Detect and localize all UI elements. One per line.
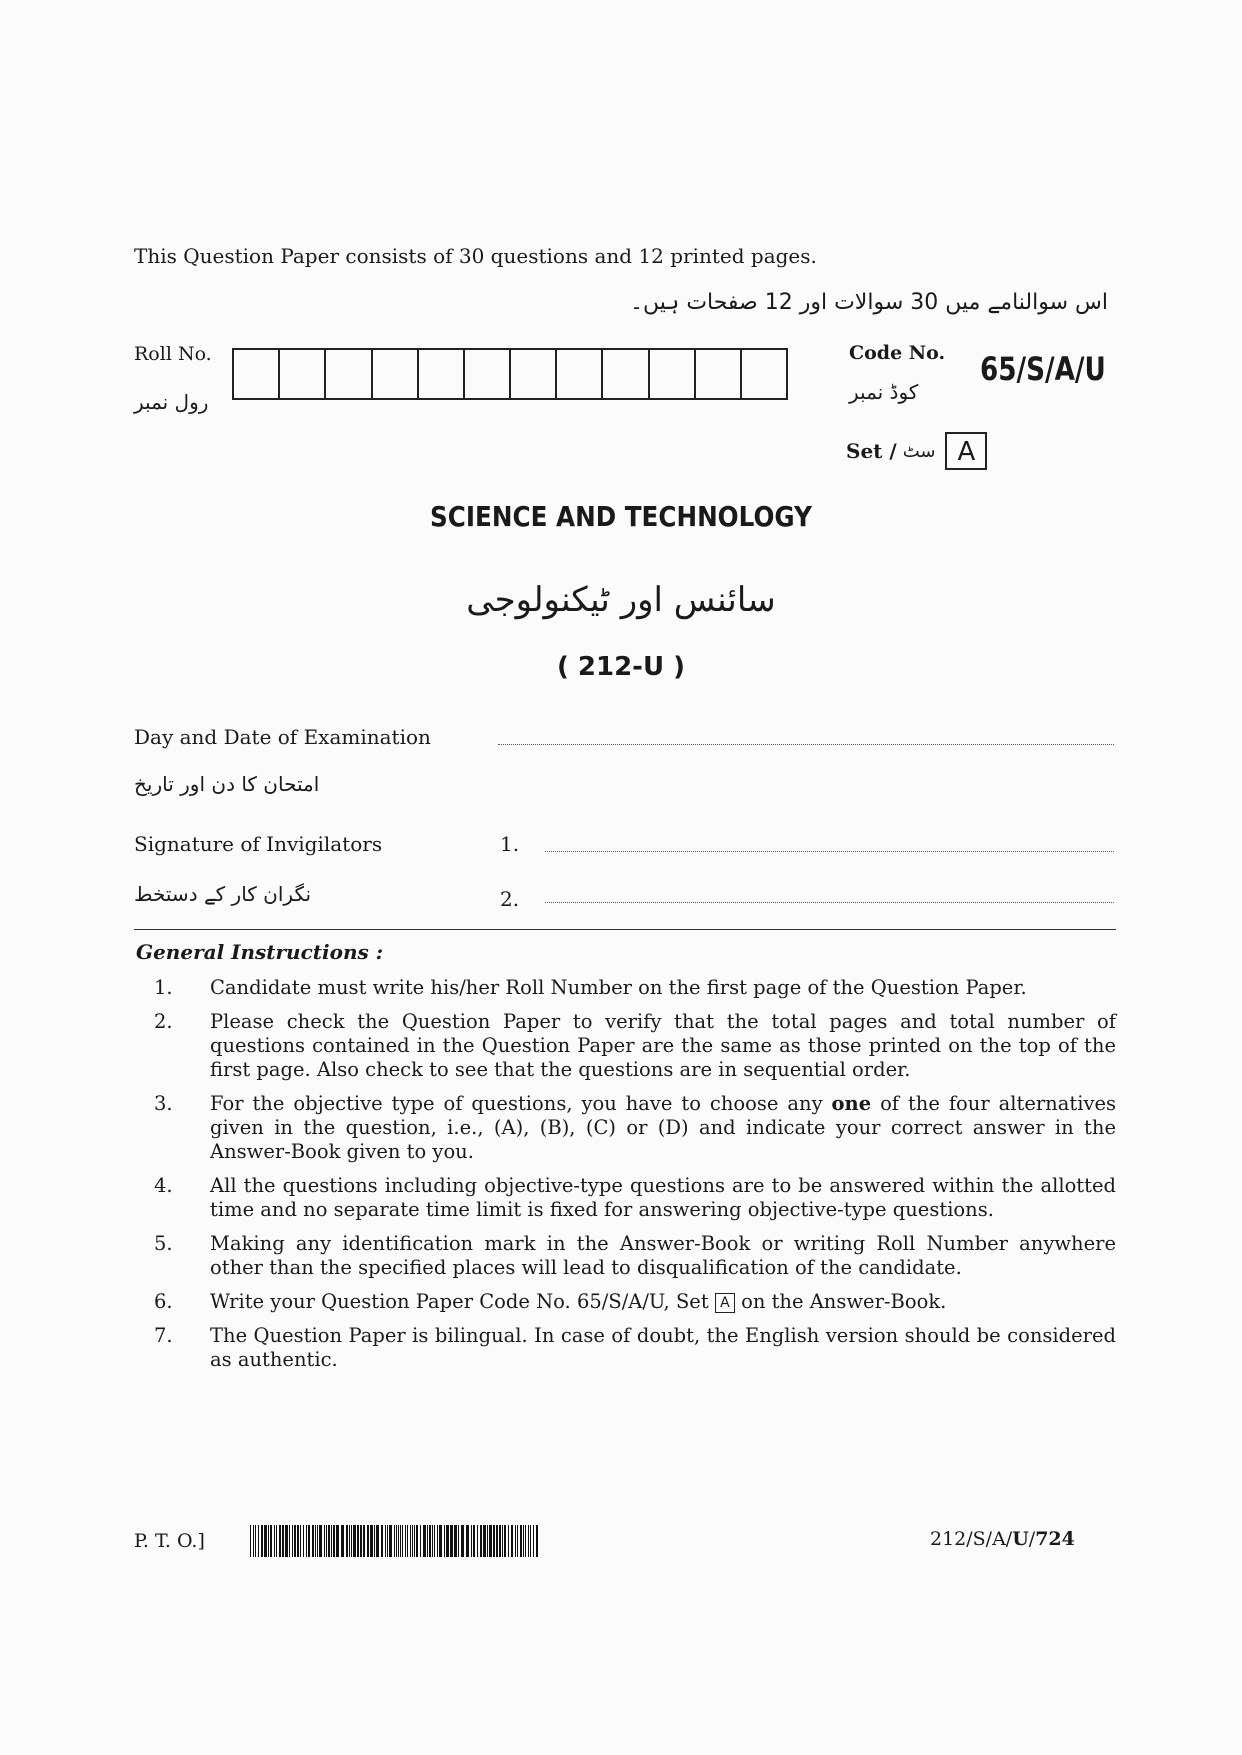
roll-number-box[interactable] [650, 350, 696, 398]
instruction-item [134, 976, 1116, 1000]
pto-label: P. T. O.] [134, 1530, 205, 1552]
set-label: Set / [846, 439, 897, 463]
signature-line-2[interactable] [545, 902, 1114, 903]
section-divider [134, 929, 1116, 930]
exam-date-label-urdu: امتحان کا دن اور تاریخ [134, 772, 320, 796]
roll-number-box[interactable] [280, 350, 326, 398]
instruction-number: 6. [154, 1290, 173, 1313]
code-number-value: 65/S/A/U [980, 350, 1106, 388]
code-number-label: Code No. [849, 342, 946, 364]
instruction-item [134, 1174, 1116, 1222]
set-inline-box: A [715, 1293, 735, 1313]
instruction-item [134, 1010, 1116, 1082]
roll-number-boxes[interactable] [232, 348, 788, 400]
signature-label: Signature of Invigilators [134, 832, 383, 856]
instruction-number: 2. [154, 1010, 173, 1033]
instruction-item [134, 1324, 1116, 1372]
subject-code: ( 212-U ) [556, 652, 686, 682]
code-number-label-urdu: کوڈ نمبر [849, 380, 919, 404]
instruction-number: 3. [154, 1092, 173, 1115]
exam-date-label: Day and Date of Examination [134, 725, 431, 749]
instruction-text [210, 1092, 1116, 1164]
instruction-text-part: of the four alternatives given in the question, i.e., (A), (B), (C) or (D) and indicate your correct answer in the Answer-Book given to you. [210, 1092, 1117, 1163]
roll-number-box[interactable] [465, 350, 511, 398]
signature-number-2: 2. [500, 887, 520, 911]
instruction-item [134, 1092, 1116, 1164]
instructions-title: General Instructions : [136, 940, 384, 964]
set-row [846, 432, 987, 470]
footer-code-u: U [1012, 1528, 1029, 1550]
roll-number-box[interactable] [696, 350, 742, 398]
set-label-urdu: سٹ [902, 440, 936, 462]
instruction-text: Candidate must write his/her Roll Number on the first page of the Question Paper. [210, 976, 1027, 999]
footer-code-sep: / [1028, 1528, 1036, 1550]
instruction-text: The Question Paper is bilingual. In case of doubt, the English version should be considered as authentic. [210, 1324, 1116, 1371]
instruction-text: Making any identification mark in the Answer-Book or writing Roll Number anywhere other than the specified places will lead to disqualification of the candidate. [210, 1232, 1116, 1279]
instruction-number: 4. [154, 1174, 173, 1197]
instruction-text: All the questions including objective-type questions are to be answered within the allotted time and no separate time limit is fixed for answering objective-type questions. [210, 1174, 1116, 1221]
instruction-text-part: Write your Question Paper Code No. 65/S/A/U, Set [210, 1290, 715, 1313]
roll-number-box[interactable] [419, 350, 465, 398]
signature-label-urdu: نگران کار کے دستخط [134, 882, 312, 906]
roll-number-label: Roll No. [134, 343, 212, 365]
signature-number-1: 1. [500, 832, 520, 856]
roll-number-box[interactable] [326, 350, 372, 398]
instruction-text: Please check the Question Paper to verify that the total pages and total number of questions contained in the Question Paper are the same as those printed on the top of the first page. Also check to see that the questions are in sequential order. [210, 1010, 1116, 1081]
instruction-number: 5. [154, 1232, 173, 1255]
subject-title: SCIENCE AND TECHNOLOGY [430, 500, 812, 533]
instruction-item [134, 1290, 1116, 1314]
roll-number-label-urdu: رول نمبر [134, 390, 209, 414]
footer-code-number: 724 [1035, 1528, 1075, 1550]
instruction-text-part: For the objective type of questions, you have to choose any [210, 1092, 832, 1115]
roll-number-box[interactable] [373, 350, 419, 398]
barcode [250, 1525, 538, 1557]
instruction-emphasis: one [831, 1092, 872, 1115]
pages-info-urdu: اس سوالنامے میں 30 سوالات اور 12 صفحات ہیں۔ [630, 290, 1108, 315]
exam-date-line[interactable] [498, 744, 1114, 745]
pages-info: This Question Paper consists of 30 questions and 12 printed pages. [134, 244, 817, 268]
instruction-text-part: on the Answer-Book. [734, 1290, 947, 1313]
roll-number-box[interactable] [557, 350, 603, 398]
roll-number-box[interactable] [742, 350, 786, 398]
roll-number-box[interactable] [511, 350, 557, 398]
signature-line-1[interactable] [545, 851, 1114, 852]
roll-number-box[interactable] [603, 350, 649, 398]
set-value-box: A [945, 432, 987, 470]
instruction-number: 7. [154, 1324, 173, 1347]
instruction-number: 1. [154, 976, 173, 999]
roll-number-box[interactable] [234, 350, 280, 398]
instructions-list [134, 976, 1116, 1382]
instruction-item [134, 1232, 1116, 1280]
instruction-text [210, 1290, 1116, 1314]
paper-code-footer [930, 1528, 1075, 1550]
subject-title-urdu: سائنس اور ٹیکنولوجی [466, 580, 776, 620]
footer-code-prefix: 212/S/A/ [930, 1528, 1013, 1550]
